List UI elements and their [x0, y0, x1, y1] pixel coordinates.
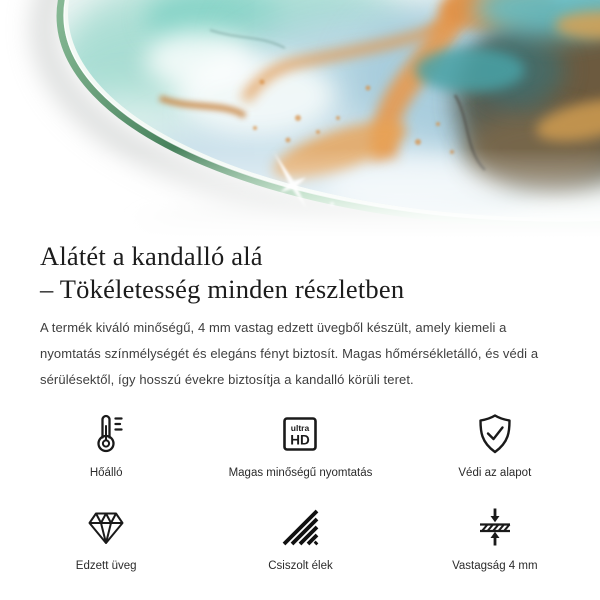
feature-label: Csiszolt élek [268, 560, 333, 572]
feature-label: Vastagság 4 mm [452, 560, 538, 572]
feature-polished-edges [203, 502, 397, 573]
page-title-line1: Alátét a kandalló alá [40, 241, 263, 271]
ultra-hd-icon-text-top: ultra [291, 423, 310, 433]
product-description: A termék kiváló minőségű, 4 mm vastag edzett üvegből készült, amely kiemeli a nyomtatás színmélységét és elegáns fényt biztosít. Magas hőmérsékletálló, és védi a sérülésektől, így hosszú évekre biztosítja a kandalló körüli teret. [40, 320, 539, 387]
polished-edges-icon [276, 502, 324, 552]
thermometer-icon [82, 409, 130, 459]
feature-heat-resistant [9, 409, 203, 480]
feature-label: Magas minőségű nyomtatás [228, 467, 373, 479]
page-title [40, 240, 561, 306]
ultra-hd-icon [276, 409, 324, 459]
feature-print-quality [203, 409, 397, 480]
feature-base-protection [398, 409, 592, 480]
thickness-4mm-icon [471, 502, 519, 552]
feature-label: Hőálló [89, 467, 123, 479]
bottom-fade [0, 148, 600, 238]
feature-label: Edzett üveg [75, 560, 137, 572]
product-image [0, 0, 600, 238]
ultra-hd-icon-text-bottom: HD [290, 432, 311, 448]
feature-thickness [398, 502, 592, 573]
product-image-art [0, 0, 600, 238]
page-title-line2: – Tökéletesség minden részletben [40, 274, 405, 304]
features-grid [9, 409, 592, 573]
shield-check-icon [471, 409, 519, 459]
feature-label: Védi az alapot [458, 467, 532, 479]
content-section [0, 238, 600, 573]
feature-tempered-glass [9, 502, 203, 573]
diamond-icon [82, 502, 130, 552]
